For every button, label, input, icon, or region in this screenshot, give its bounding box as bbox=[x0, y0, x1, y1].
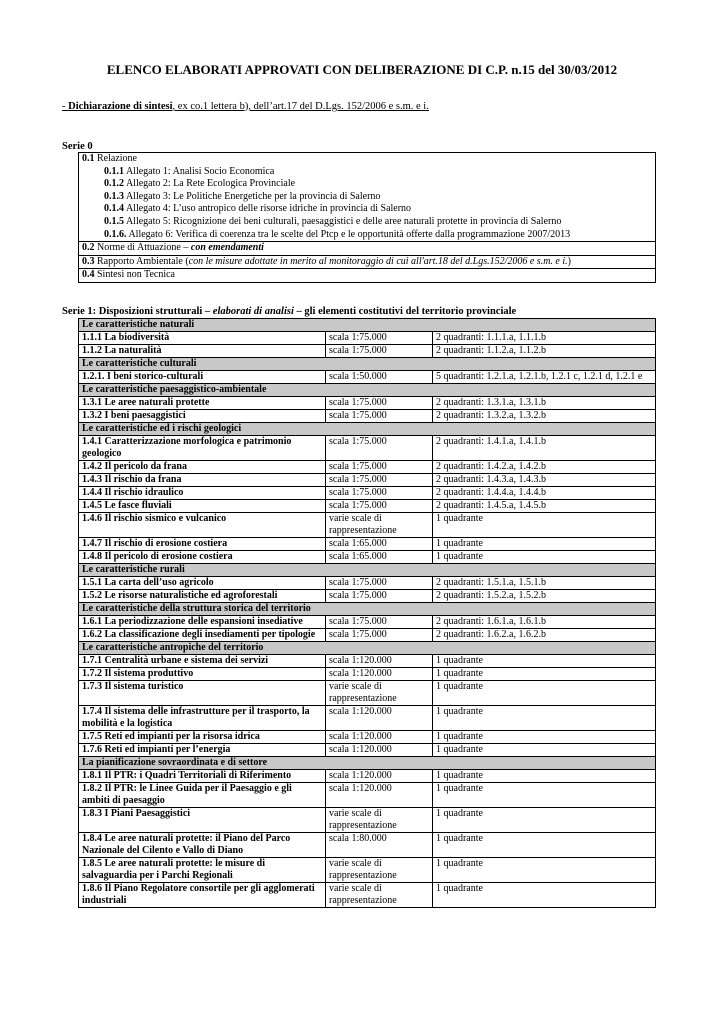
elaborato-name: 1.7.5 Reti ed impianti per la risorsa idrica bbox=[79, 731, 326, 744]
norme-item bbox=[79, 242, 656, 256]
table-row bbox=[79, 474, 656, 487]
item-italic: con le misure adottate in merito al monitoraggio di cui all'art.18 del d.Lgs.152/2006 e s.m. e i. bbox=[188, 255, 568, 267]
scale-cell: scala 1:75.000 bbox=[326, 397, 433, 410]
section-header: Le caratteristiche ed i rischi geologici bbox=[79, 423, 656, 436]
item-num: 0.1.5 bbox=[104, 215, 124, 227]
elaborato-name: 1.4.2 Il pericolo da frana bbox=[79, 461, 326, 474]
allegato-item bbox=[82, 166, 652, 179]
serie1-label-c: – gli elementi costitutivi del territorio provinciale bbox=[293, 306, 517, 317]
quadranti-cell: 1 quadrante bbox=[433, 731, 656, 744]
table-row bbox=[79, 668, 656, 681]
scale-cell: scala 1:120.000 bbox=[326, 655, 433, 668]
table-row bbox=[79, 731, 656, 744]
quadranti-cell: 1 quadrante bbox=[433, 513, 656, 538]
section-header-row bbox=[79, 423, 656, 436]
scale-cell: scala 1:75.000 bbox=[326, 436, 433, 461]
table-row bbox=[79, 513, 656, 538]
item-text: Allegato 6: Verifica di coerenza tra le scelte del Ptcp e le opportunità offerte dalla programmazione 2007/2013 bbox=[126, 228, 571, 240]
elaborato-name: 1.7.3 Il sistema turistico bbox=[79, 681, 326, 706]
table-row bbox=[79, 681, 656, 706]
dichiarazione-line bbox=[62, 101, 429, 112]
elaborato-name: 1.5.1 La carta dell’uso agricolo bbox=[79, 577, 326, 590]
item-text: Relazione bbox=[94, 153, 137, 164]
quadranti-cell: 2 quadranti: 1.4.1.a, 1.4.1.b bbox=[433, 436, 656, 461]
scale-cell: scala 1:120.000 bbox=[326, 783, 433, 808]
elaborato-name: 1.1.1 La biodiversità bbox=[79, 332, 326, 345]
scale-cell: scala 1:120.000 bbox=[326, 744, 433, 757]
elaborato-name: 1.8.6 Il Piano Regolatore consortile per gli agglomerati industriali bbox=[79, 883, 326, 908]
elaborato-name: 1.8.1 Il PTR: i Quadri Territoriali di Riferimento bbox=[79, 770, 326, 783]
elaborato-name: 1.3.1 Le aree naturali protette bbox=[79, 397, 326, 410]
serie1-label-a: Serie 1: Disposizioni strutturali – bbox=[62, 306, 213, 317]
section-header: Le caratteristiche naturali bbox=[79, 319, 656, 332]
quadranti-cell: 2 quadranti: 1.4.3.a, 1.4.3.b bbox=[433, 474, 656, 487]
quadranti-cell: 2 quadranti: 1.6.2.a, 1.6.2.b bbox=[433, 629, 656, 642]
allegato-item bbox=[82, 216, 652, 229]
quadranti-cell: 1 quadrante bbox=[433, 706, 656, 731]
dich-rest: , ex co.1 lettera b), dell’art.17 del D.Lgs. 152/2006 e s.m. e i. bbox=[172, 101, 429, 112]
scale-cell: varie scale di rappresentazione bbox=[326, 858, 433, 883]
quadranti-cell: 1 quadrante bbox=[433, 744, 656, 757]
dich-bold: Dichiarazione di sintesi bbox=[68, 101, 173, 112]
item-text: Allegato 4: L’uso antropico delle risorse idriche in provincia di Salerno bbox=[124, 203, 412, 215]
quadranti-cell: 1 quadrante bbox=[433, 833, 656, 858]
item-num: 0.3 bbox=[82, 255, 95, 267]
table-row bbox=[79, 833, 656, 858]
relazione-item bbox=[82, 153, 652, 166]
quadranti-cell: 5 quadranti: 1.2.1.a, 1.2.1.b, 1.2.1 c, 1.2.1 d, 1.2.1 e bbox=[433, 371, 656, 384]
table-row bbox=[79, 577, 656, 590]
item-text: Allegato 3: Le Politiche Energetiche per la provincia di Salerno bbox=[124, 190, 381, 202]
quadranti-cell: 2 quadranti: 1.6.1.a, 1.6.1.b bbox=[433, 616, 656, 629]
elaborato-name: 1.8.3 I Piani Paesaggistici bbox=[79, 808, 326, 833]
elaborato-name: 1.4.5 Le fasce fluviali bbox=[79, 500, 326, 513]
table-row bbox=[79, 770, 656, 783]
quadranti-cell: 2 quadranti: 1.3.2.a, 1.3.2.b bbox=[433, 410, 656, 423]
dich-prefix: - bbox=[62, 101, 69, 112]
document-title: ELENCO ELABORATI APPROVATI CON DELIBERAZIONE DI C.P. n.15 del 30/03/2012 bbox=[106, 62, 618, 77]
serie0-table bbox=[78, 152, 656, 283]
elaborato-name: 1.5.2 Le risorse naturalistiche ed agroforestali bbox=[79, 590, 326, 603]
serie0-row bbox=[79, 255, 656, 269]
elaborato-name: 1.7.4 Il sistema delle infrastrutture per il trasporto, la mobilità e la logistica bbox=[79, 706, 326, 731]
scale-cell: scala 1:75.000 bbox=[326, 410, 433, 423]
section-header-row bbox=[79, 384, 656, 397]
quadranti-cell: 2 quadranti: 1.1.2.a, 1.1.2.b bbox=[433, 345, 656, 358]
table-row bbox=[79, 883, 656, 908]
item-num: 0.1.2 bbox=[104, 178, 124, 190]
item-text: Allegato 5: Ricognizione dei beni culturali, paesaggistici e delle aree naturali protette in provincia di Salerno bbox=[124, 215, 562, 227]
serie1-label-b: elaborati di analisi bbox=[212, 306, 294, 317]
table-row bbox=[79, 345, 656, 358]
item-num: 0.1.4 bbox=[104, 203, 124, 215]
scale-cell: scala 1:120.000 bbox=[326, 731, 433, 744]
item-num: 0.1.6. bbox=[104, 228, 127, 240]
elaborato-name: 1.6.2 La classificazione degli insediamenti per tipologie bbox=[79, 629, 326, 642]
elaborato-name: 1.8.5 Le aree naturali protette: le misure di salvaguardia per i Parchi Regionali bbox=[79, 858, 326, 883]
elaborato-name: 1.1.2 La naturalità bbox=[79, 345, 326, 358]
quadranti-cell: 1 quadrante bbox=[433, 783, 656, 808]
scale-cell: varie scale di rappresentazione bbox=[326, 808, 433, 833]
elaborato-name: 1.4.3 Il rischio da frana bbox=[79, 474, 326, 487]
item-num: 0.1.1 bbox=[104, 165, 124, 177]
scale-cell: scala 1:65.000 bbox=[326, 551, 433, 564]
section-header-row bbox=[79, 564, 656, 577]
scale-cell: scala 1:75.000 bbox=[326, 332, 433, 345]
section-header-row bbox=[79, 603, 656, 616]
elaborato-name: 1.4.8 Il pericolo di erosione costiera bbox=[79, 551, 326, 564]
scale-cell: scala 1:75.000 bbox=[326, 474, 433, 487]
scale-cell: scala 1:50.000 bbox=[326, 371, 433, 384]
table-row bbox=[79, 371, 656, 384]
item-text: Rapporto Ambientale ( bbox=[94, 255, 189, 267]
scale-cell: scala 1:120.000 bbox=[326, 668, 433, 681]
table-row bbox=[79, 500, 656, 513]
item-close: ) bbox=[567, 255, 571, 267]
item-text: Allegato 2: La Rete Ecologica Provinciale bbox=[124, 178, 296, 190]
scale-cell: scala 1:75.000 bbox=[326, 345, 433, 358]
section-header: Le caratteristiche della struttura storica del territorio bbox=[79, 603, 656, 616]
quadranti-cell: 1 quadrante bbox=[433, 681, 656, 706]
serie0-cell bbox=[79, 153, 656, 242]
scale-cell: scala 1:75.000 bbox=[326, 500, 433, 513]
section-header: Le caratteristiche rurali bbox=[79, 564, 656, 577]
elaborato-name: 1.7.6 Reti ed impianti per l’energia bbox=[79, 744, 326, 757]
table-row bbox=[79, 858, 656, 883]
table-row bbox=[79, 706, 656, 731]
item-text: Allegato 1: Analisi Socio Economica bbox=[124, 165, 275, 177]
table-row bbox=[79, 590, 656, 603]
serie1-table bbox=[78, 318, 656, 908]
item-num: 0.1.3 bbox=[104, 190, 124, 202]
quadranti-cell: 1 quadrante bbox=[433, 551, 656, 564]
scale-cell: scala 1:120.000 bbox=[326, 770, 433, 783]
elaborato-name: 1.6.1 La periodizzazione delle espansioni insediative bbox=[79, 616, 326, 629]
elaborato-name: 1.4.6 Il rischio sismico e vulcanico bbox=[79, 513, 326, 538]
serie0-label: Serie 0 bbox=[62, 141, 93, 152]
quadranti-cell: 2 quadranti: 1.5.1.a, 1.5.1.b bbox=[433, 577, 656, 590]
quadranti-cell: 1 quadrante bbox=[433, 538, 656, 551]
item-italic: con emendamenti bbox=[190, 242, 264, 254]
scale-cell: varie scale di rappresentazione bbox=[326, 883, 433, 908]
table-row bbox=[79, 783, 656, 808]
table-row bbox=[79, 397, 656, 410]
table-row bbox=[79, 744, 656, 757]
section-header-row bbox=[79, 642, 656, 655]
item-num: 0.4 bbox=[82, 269, 95, 281]
rapporto-item bbox=[79, 255, 656, 269]
quadranti-cell: 2 quadranti: 1.3.1.a, 1.3.1.b bbox=[433, 397, 656, 410]
quadranti-cell: 2 quadranti: 1.4.5.a, 1.4.5.b bbox=[433, 500, 656, 513]
item-num: 0.2 bbox=[82, 242, 95, 254]
elaborato-name: 1.2.1. I beni storico-culturali bbox=[79, 371, 326, 384]
section-header: Le caratteristiche antropiche del territorio bbox=[79, 642, 656, 655]
table-row bbox=[79, 616, 656, 629]
serie0-row bbox=[79, 242, 656, 256]
quadranti-cell: 2 quadranti: 1.4.4.a, 1.4.4.b bbox=[433, 487, 656, 500]
quadranti-cell: 1 quadrante bbox=[433, 808, 656, 833]
table-row bbox=[79, 487, 656, 500]
scale-cell: scala 1:75.000 bbox=[326, 629, 433, 642]
scale-cell: scala 1:75.000 bbox=[326, 616, 433, 629]
table-row bbox=[79, 332, 656, 345]
scale-cell: scala 1:120.000 bbox=[326, 706, 433, 731]
scale-cell: scala 1:75.000 bbox=[326, 577, 433, 590]
quadranti-cell: 2 quadranti: 1.5.2.a, 1.5.2.b bbox=[433, 590, 656, 603]
allegato-item bbox=[82, 203, 652, 216]
section-header: La pianificazione sovraordinata e di settore bbox=[79, 757, 656, 770]
quadranti-cell: 1 quadrante bbox=[433, 883, 656, 908]
scale-cell: scala 1:80.000 bbox=[326, 833, 433, 858]
quadranti-cell: 1 quadrante bbox=[433, 858, 656, 883]
scale-cell: scala 1:75.000 bbox=[326, 590, 433, 603]
sintesi-item bbox=[79, 269, 656, 283]
elaborato-name: 1.7.1 Centralità urbane e sistema dei servizi bbox=[79, 655, 326, 668]
elaborato-name: 1.4.4 Il rischio idraulico bbox=[79, 487, 326, 500]
allegato-item bbox=[82, 191, 652, 204]
table-row bbox=[79, 538, 656, 551]
serie0-row bbox=[79, 153, 656, 242]
item-num: 0.1 bbox=[82, 153, 95, 164]
serie0-row bbox=[79, 269, 656, 283]
elaborato-name: 1.8.2 Il PTR: le Linee Guida per il Paesaggio e gli ambiti di paesaggio bbox=[79, 783, 326, 808]
table-row bbox=[79, 436, 656, 461]
allegato-item bbox=[82, 178, 652, 191]
scale-cell: varie scale di rappresentazione bbox=[326, 513, 433, 538]
allegato-item bbox=[82, 229, 652, 242]
quadranti-cell: 1 quadrante bbox=[433, 770, 656, 783]
elaborato-name: 1.4.7 Il rischio di erosione costiera bbox=[79, 538, 326, 551]
section-header: Le caratteristiche culturali bbox=[79, 358, 656, 371]
scale-cell: scala 1:65.000 bbox=[326, 538, 433, 551]
section-header: Le caratteristiche paesaggistico-ambientale bbox=[79, 384, 656, 397]
item-text: Sintesi non Tecnica bbox=[94, 269, 175, 281]
table-row bbox=[79, 655, 656, 668]
item-text: Norme di Attuazione – bbox=[94, 242, 191, 254]
table-row bbox=[79, 410, 656, 423]
elaborato-name: 1.3.2 I beni paesaggistici bbox=[79, 410, 326, 423]
section-header-row bbox=[79, 757, 656, 770]
elaborato-name: 1.7.2 Il sistema produttivo bbox=[79, 668, 326, 681]
quadranti-cell: 2 quadranti: 1.1.1.a, 1.1.1.b bbox=[433, 332, 656, 345]
table-row bbox=[79, 551, 656, 564]
elaborato-name: 1.8.4 Le aree naturali protette: il Piano del Parco Nazionale del Cilento e Vallo di Diano bbox=[79, 833, 326, 858]
table-row bbox=[79, 629, 656, 642]
quadranti-cell: 2 quadranti: 1.4.2.a, 1.4.2.b bbox=[433, 461, 656, 474]
scale-cell: scala 1:75.000 bbox=[326, 487, 433, 500]
scale-cell: scala 1:75.000 bbox=[326, 461, 433, 474]
table-row bbox=[79, 808, 656, 833]
quadranti-cell: 1 quadrante bbox=[433, 655, 656, 668]
section-header-row bbox=[79, 358, 656, 371]
quadranti-cell: 1 quadrante bbox=[433, 668, 656, 681]
serie1-label bbox=[62, 306, 516, 317]
elaborato-name: 1.4.1 Caratterizzazione morfologica e patrimonio geologico bbox=[79, 436, 326, 461]
table-row bbox=[79, 461, 656, 474]
section-header-row bbox=[79, 319, 656, 332]
scale-cell: varie scale di rappresentazione bbox=[326, 681, 433, 706]
